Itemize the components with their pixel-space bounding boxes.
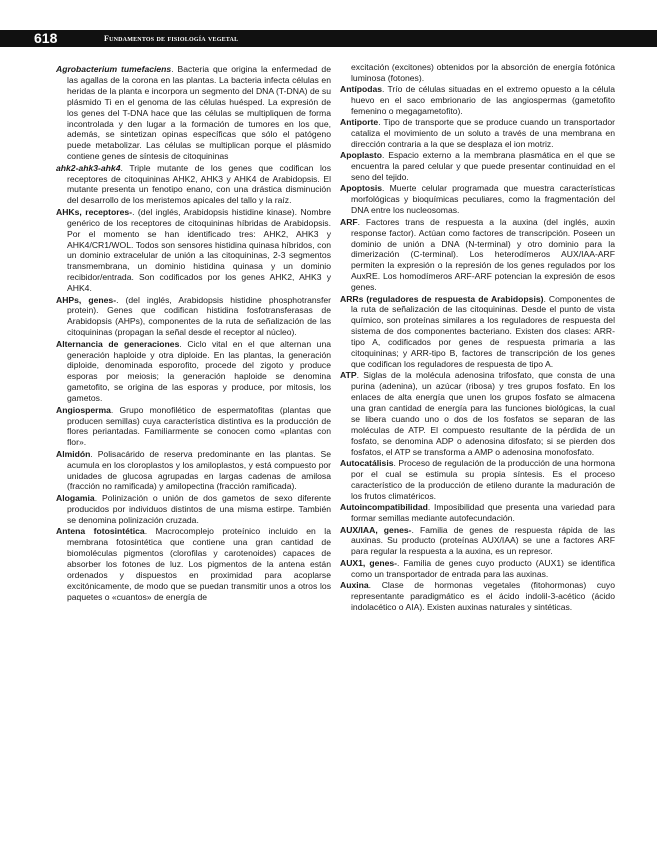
glossary-definition: Siglas de la molécula adenosina trifosfato, que consta de una purina (adenina), un azúcar (ribosa) y tres grupos fosfato. En los enlaces de alta energía que unen los grupos fosfato se almacena una gran cantidad de energía para las funciones biológicas, la cual se libera cuando uno o dos de los fosfatos se separan de las moléculas de ATP. El compuesto resultante de la pérdida de un fosfato, se denomina ADP o adenosina difosfato; si se pierden dos fosfatos, el ATP se transforma a AMP o adenosina monofosfato. xyxy=(351,370,615,457)
glossary-definition: Polisacárido de reserva predominante en las plantas. Se acumula en los cloroplastos y los amiloplastos, y está compuesto por unidades de glucosa agrupadas en largas cadenas de amilosa (fracción no ramificada) y amilopectina (fracción ramificada). xyxy=(67,448,331,492)
glossary-term: Autocatálisis xyxy=(340,458,394,469)
glossary-entry xyxy=(340,183,615,216)
term-separator: . xyxy=(378,117,384,128)
term-separator: . xyxy=(90,448,98,459)
term-separator: . xyxy=(368,580,382,591)
glossary-entry xyxy=(56,449,331,493)
glossary-term: ATP xyxy=(340,370,357,381)
glossary-definition: Trío de células situadas en el extremo opuesto a la célula huevo en el saco embrionario de las angiospermas (gametofito femenino o megagametofito). xyxy=(351,83,615,116)
glossary-entry xyxy=(56,295,331,339)
term-separator: . xyxy=(357,216,366,227)
running-header xyxy=(0,30,657,47)
glossary-term: AUX/IAA, genes- xyxy=(340,524,412,535)
glossary-definition: Polinización o unión de dos gametos de sexo diferente producidos por individuos distintos de una misma estirpe. También se denomina polinización cruzada. xyxy=(67,492,331,525)
term-separator: . xyxy=(179,338,188,349)
glossary-entry xyxy=(340,458,615,502)
page-number: 618 xyxy=(34,30,58,46)
right-column-entries xyxy=(340,84,615,613)
glossary-definition: Macrocomplejo proteínico incluido en la membrana fotosintética que contiene una gran cantidad de biomoléculas pigmentos (clorofilas y carotenoides) capaces de absorber los fotones de luz. Los pigmentos de la antena están ordenados y dispuestos en proximidad para acoplarse excitónicamente, de modo que se puedan transmitir unos a otros los paquetes o «cuantos» de energía de xyxy=(67,526,331,602)
term-separator: . xyxy=(393,458,399,469)
glossary-definition: Proceso de regulación de la producción de una hormona por el cual se estimula su propia síntesis. Es el proceso característico de la producción de etileno durante la maduración de los frutos climatéricos. xyxy=(351,458,615,501)
term-separator: . xyxy=(132,206,138,217)
glossary-entry xyxy=(340,217,615,293)
glossary-entry xyxy=(340,370,615,457)
glossary-definition: Familia de genes cuyo producto (AUX1) se identifica como un transportador de entrada para las auxinas. xyxy=(351,557,615,579)
glossary-term: Almidón xyxy=(56,448,91,459)
glossary-entry xyxy=(56,163,331,207)
term-separator: . xyxy=(171,64,178,74)
glossary-term: Agrobacterium tumefaciens xyxy=(56,64,172,74)
glossary-definition: Factores trans de respuesta a la auxina (del inglés, auxin response factor). Actúan como factores de transcripción. Poseen un dominio de unión a DNA (N-terminal) y otro dominio para la dimerización (C-terminal). Los heterodímeros AUX/IAA-ARF permiten la expresión o la represión de los genes regulados por los AuxRE. Los homodímeros ARF-ARF potencian la expresión de esos genes. xyxy=(351,216,615,293)
term-separator: . xyxy=(397,557,404,568)
term-separator: . xyxy=(543,293,549,304)
glossary-definition: Triple mutante de los genes que codifican los receptores de citoquininas AHK2, AHK3 y AHK4 de Arabidopsis. El mutante presenta un fenotipo enano, con una drástica disminución del desarrollo de los meristemos apicales del tallo y la raíz. xyxy=(67,162,331,206)
term-separator: . xyxy=(94,492,103,503)
glossary-definition: Muerte celular programada que muestra características morfológicas y bioquímicas peculiares, como la fragmentación del DNA entre los nucleosomas. xyxy=(351,183,615,216)
glossary-entry xyxy=(340,84,615,117)
glossary-term: Autoincompatibilidad xyxy=(340,502,428,513)
glossary-term: ARRs (reguladores de respuesta de Arabidopsis) xyxy=(340,293,544,304)
right-column xyxy=(340,62,615,613)
glossary-definition: Clase de hormonas vegetales (fitohormonas) cuyo representante paradigmático es el ácido indolil-3-acético (ácido indolacético o AIA). Existen auxinas naturales y sintéticas. xyxy=(351,580,615,612)
glossary-term: AHPs, genes- xyxy=(56,294,117,305)
term-separator: . xyxy=(427,502,434,513)
glossary-definition: Tipo de transporte que se produce cuando un transportador cataliza el movimiento de un soluto a través de una membrana en dirección contraria a la que se desplaza el ion motriz. xyxy=(351,117,615,149)
running-header-title: Fundamentos de fisiología vegetal xyxy=(104,34,239,43)
term-separator: . xyxy=(382,183,390,194)
glossary-term: Apoptosis xyxy=(340,183,383,194)
glossary-entry xyxy=(56,526,331,602)
glossary-definition: Espacio externo a la membrana plasmática en el que se encuentra la pared celular y que puede presentar continuidad en el seno del tejido. xyxy=(351,150,615,183)
glossary-term: Angiosperma xyxy=(56,404,111,415)
glossary-entry xyxy=(340,150,615,183)
glossary-entry xyxy=(340,558,615,580)
left-column xyxy=(56,64,331,603)
glossary-definition: (del inglés, Arabidopsis histidine kinase). Nombre genérico de los receptores de citoquininas híbridas de Arabidopsis. Por el momento se han identificado tres: AHK2, AHK3 y AHK4/CR1/WOL. Todos son sensores histidina quinasa híbridos, con un dominio extracelular de unión a las citoquininas, 2-3 segmentos transmembrana, un dominio histidina quinasa y un dominio recibidor/entrada. Son codificados por los genes AHK2, AHK3 y AHK4. xyxy=(67,206,332,294)
glossary-definition: (del inglés, Arabidopsis histidine phosphotransfer protein). Genes que codifican histidina fosfotransferasas de Arabidopsis (AHPs), componentes de la ruta de señalización de las citoquininas (propagan la señal desde el receptor al núcleo). xyxy=(67,294,331,338)
glossary-term: ahk2-ahk3-ahk4 xyxy=(56,162,121,173)
glossary-entry xyxy=(56,493,331,526)
term-separator: . xyxy=(144,526,156,537)
glossary-term: Alternancia de generaciones xyxy=(56,338,180,349)
term-separator: . xyxy=(382,83,388,94)
glossary-term: AUX1, genes- xyxy=(340,557,398,568)
glossary-definition: Familia de genes de respuesta rápida de las auxinas. Su producto (proteínas AUX/IAA) se une a factores ARF para regular la respuesta a la auxina, es un represor. xyxy=(351,524,615,557)
glossary-entry xyxy=(340,294,615,370)
glossary-term: Antena fotosintética xyxy=(56,526,145,537)
glossary-term: Apoplasto xyxy=(340,150,383,161)
glossary-entry xyxy=(56,339,331,404)
glossary-entry xyxy=(56,64,331,162)
glossary-entry xyxy=(340,580,615,613)
glossary-term: Alogamia xyxy=(56,492,95,503)
glossary-entry xyxy=(56,405,331,449)
term-separator: . xyxy=(110,404,120,415)
glossary-entry xyxy=(340,502,615,524)
glossary-definition: Ciclo vital en el que alternan una generación haploide y otra diploide. En las plantas, la generación diploide, denominada esporofito, procede del zigoto y produce esporas por meiosis; la generación haploide se denomina gametofito, se origina de las esporas y produce, por mitosis, los gametos. xyxy=(67,338,332,404)
glossary-entry xyxy=(56,207,331,294)
glossary-term: Auxina xyxy=(340,580,369,591)
glossary-term: ARF xyxy=(340,216,358,227)
term-separator: . xyxy=(116,294,126,305)
term-separator: . xyxy=(120,162,130,173)
glossary-definition: Componentes de la ruta de señalización de las citoquininas. Desde el punto de vista químico, son proteínas similares a los reguladores de respuesta del sistema de dos componentes bacteriano. Existen dos clases: ARR-tipo A, codificados por genes de respuesta primaria a las citoquininas; y ARR-tipo B, factores de transcripción de los genes que codifican los reguladores de respuesta de tipo A. xyxy=(351,293,615,369)
glossary-term: Antípodas xyxy=(340,83,383,94)
glossary-entry xyxy=(340,525,615,558)
term-separator: . xyxy=(356,370,364,381)
glossary-definition: Grupo monofilético de espermatofitas (plantas que producen semillas) cuya característica distintiva es la producción de flores periantadas. Familiarmente se conocen como «plantas con flor». xyxy=(67,404,331,448)
glossary-definition: Bacteria que origina la enfermedad de las agallas de la corona en las plantas. La bacteria infecta células en heridas de la planta e incorpora un segmento del DNA (T-DNA) de su plásmido Ti en el genoma de las células huésped. La expresión de los genes del T-DNA hace que las células se multipliquen de forma incontrolada y den lugar a la formación de tumores en los que, además, se sintetizan opinas específicas que sólo el patógeno puede metabolizar. Las células se multiplican porque el plásmido contiene genes de síntesis de citoquininas xyxy=(67,64,331,162)
glossary-definition: Imposibilidad que presenta una variedad para formar semillas mediante autofecundación. xyxy=(351,502,615,524)
glossary-entry xyxy=(340,117,615,150)
glossary-term: Antiporte xyxy=(340,117,379,128)
term-separator: . xyxy=(382,150,389,161)
continued-text: excitación (excitones) obtenidos por la absorción de energía fotónica luminosa (fotones). xyxy=(351,62,615,83)
term-separator: . xyxy=(411,524,420,535)
glossary-term: AHKs, receptores- xyxy=(56,206,133,217)
